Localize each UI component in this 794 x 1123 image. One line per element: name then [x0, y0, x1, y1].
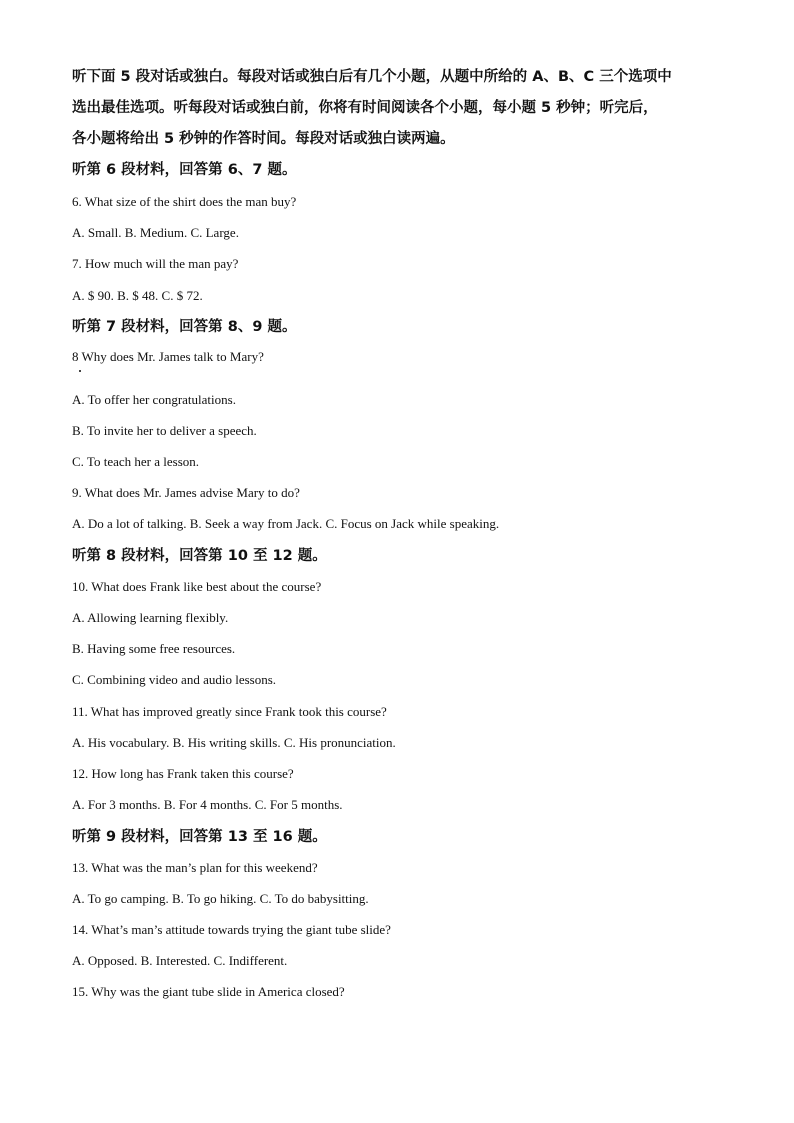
instructions-line-1: 听下面 5 段对话或独白。每段对话或独白后有几个小题，从题中所给的 A、B、C 三个选项中: [72, 69, 672, 85]
options-9: A. Do a lot of talking. B. Seek a way from Jack. C. Focus on Jack while speaking.: [72, 516, 500, 531]
options-13: A. To go camping. B. To go hiking. C. To do babysitting.: [72, 891, 369, 906]
options-14: A. Opposed. B. Interested. C. Indifferent.: [72, 953, 288, 968]
options-7: A. $ 90. B. $ 48. C. $ 72.: [72, 288, 203, 303]
option-10b: B. Having some free resources.: [72, 641, 236, 656]
section-heading-8: 听第 8 段材料，回答第 10 至 12 题。: [72, 548, 327, 564]
question-11: 11. What has improved greatly since Frank took this course?: [72, 704, 387, 719]
section-heading-7: 听第 7 段材料，回答第 8、9 题。: [72, 319, 297, 335]
options-11: A. His vocabulary. B. His writing skills. C. His pronunciation.: [72, 735, 396, 750]
question-8: 8 Why does Mr. James talk to Mary?: [72, 349, 264, 364]
section-heading-6: 听第 6 段材料，回答第 6、7 题。: [72, 162, 297, 178]
question-12: 12. How long has Frank taken this course?: [72, 766, 294, 781]
question-14: 14. What’s man’s attitude towards trying the giant tube slide?: [72, 922, 391, 937]
options-6: A. Small. B. Medium. C. Large.: [72, 225, 239, 240]
section-heading-9: 听第 9 段材料，回答第 13 至 16 题。: [72, 829, 327, 845]
question-13: 13. What was the man’s plan for this weekend?: [72, 860, 318, 875]
question-9: 9. What does Mr. James advise Mary to do?: [72, 485, 300, 500]
option-10c: C. Combining video and audio lessons.: [72, 672, 277, 687]
option-8a: A. To offer her congratulations.: [72, 392, 236, 407]
question-6: 6. What size of the shirt does the man buy?: [72, 194, 297, 209]
question-15: 15. Why was the giant tube slide in America closed?: [72, 984, 345, 999]
instructions-line-2: 选出最佳选项。听每段对话或独白前，你将有时间阅读各个小题，每小题 5 秒钟；听完后，: [72, 100, 658, 116]
option-8b: B. To invite her to deliver a speech.: [72, 423, 257, 438]
instructions-line-3: 各小题将给出 5 秒钟的作答时间。每段对话或独白读两遍。: [72, 131, 455, 147]
options-12: A. For 3 months. B. For 4 months. C. For 5 months.: [72, 797, 343, 812]
option-10a: A. Allowing learning flexibly.: [72, 610, 229, 625]
option-8c: C. To teach her a lesson.: [72, 454, 200, 469]
question-10: 10. What does Frank like best about the course?: [72, 579, 322, 594]
stray-mark: [79, 370, 81, 372]
question-7: 7. How much will the man pay?: [72, 256, 239, 271]
